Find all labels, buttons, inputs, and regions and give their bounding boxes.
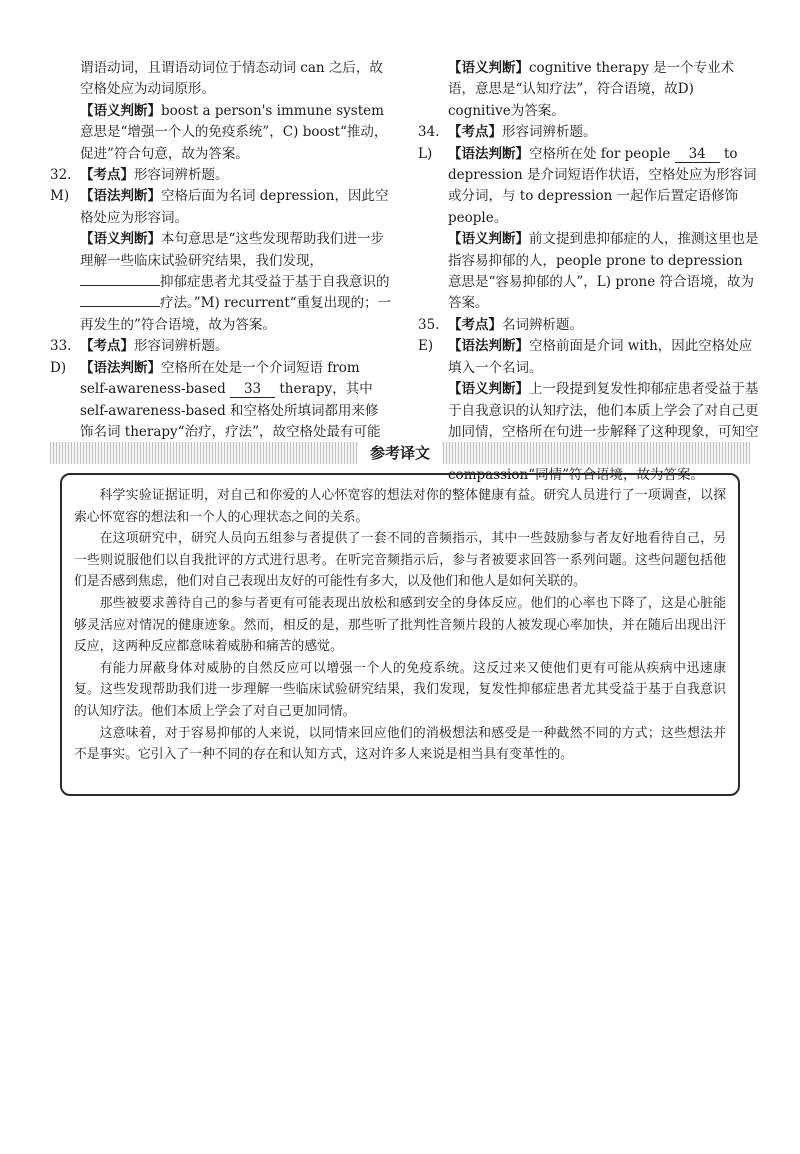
semantic-text: 上一段提到复发性抑郁症患者受益于基于自我意识的认知疗法，他们本质上学会了对自己更加同情，空格所在句进一步解释了这种现象，可知空 compassion“同情”符合语境，故为答案。 (448, 381, 759, 483)
point-marker: 【考点】 (448, 124, 502, 141)
translation-paragraph: 在这项研究中，研究人员向五组参与者提供了一套不同的音频指示，其中一些鼓励参与者友好地看待自己，另一些则说服他们以自我批评的方式进行思考。在听完音频指示后，参与者被要求回答一系列问题。这些问题包括他们是否感到焦虑，他们对自己表现出友好的可能性有多大，以及他们和他人是如何关联的。 (74, 531, 726, 590)
point-marker: 【考点】 (80, 167, 134, 184)
question-number: 33. (50, 338, 72, 355)
grammar-text: 空格所在处 for people (529, 145, 671, 162)
q31-grammar-continuation: 谓语动词，且谓语动词位于情态动词 can 之后，故空格处应为动词原形。 (80, 60, 383, 98)
point-text: 形容词辨析题。 (134, 167, 229, 184)
semantic-text: boost a person's immune system 意思是“增强一个人的免疫系统”，C) boost“推动，促进”符合句意，故为答案。 (80, 102, 388, 162)
answer-blank (80, 285, 160, 286)
left-column (50, 58, 392, 465)
grammar-marker: 【语法判断】 (80, 188, 161, 205)
semantic-text-end: 疗法。”M) recurrent“重复出现的；一再发生的”符合语境，故为答案。 (80, 295, 392, 333)
semantic-marker: 【语义判断】 (80, 102, 161, 119)
question-number: 34. (418, 124, 440, 141)
q34-grammar (418, 144, 760, 230)
q33-semantic (418, 58, 760, 122)
translation-paragraph: 这意味着，对于容易抑郁的人来说，以同情来回应他们的消极想法和感受是一种截然不同的方式；这些想法并不是事实。它引入了一种不同的存在和认知方式，这对许多人来说是相当具有变革性的。 (74, 725, 726, 763)
q31-semantic (50, 101, 392, 165)
semantic-marker: 【语义判断】 (448, 60, 529, 76)
grammar-text-cont: to depression 是介词短语作状语，空格处应为形容词或分词，与 to depression 一起作后置定语修饰 people。 (448, 145, 757, 226)
translation-paragraph: 那些被要求善待自己的参与者更有可能表现出放松和感到安全的身体反应。他们的心率也下降了，这是心脏能够灵活应对情况的健康迹象。然而，相反的是，那些听了批判性音频片段的人被发现心率加快，并在随后出现出汗反应，这两种反应都意味着威胁和痛苦的感觉。 (74, 595, 726, 655)
translation-paragraph: 科学实验证据证明，对自己和你爱的人心怀宽容的想法对你的整体健康有益。研究人员进行了一项调查，以探索心怀宽容的想法和一个人的心理状态之间的关系。 (74, 488, 726, 525)
semantic-marker: 【语义判断】 (80, 231, 161, 248)
grammar-marker: 【语法判断】 (448, 338, 529, 355)
point-text: 形容词辨析题。 (502, 124, 597, 141)
point-marker: 【考点】 (80, 338, 134, 355)
answer-blank: 34 (675, 146, 720, 163)
q35-grammar (418, 336, 760, 379)
semantic-marker: 【语义判断】 (448, 231, 529, 248)
q32-semantic (50, 229, 392, 336)
q32-grammar (50, 186, 392, 229)
semantic-text: cognitive therapy 是一个专业术语，意思是“认知疗法”，符合语境，故D) cognitive为答案。 (448, 60, 735, 119)
question-number: 35. (418, 316, 440, 333)
point-marker: 【考点】 (448, 316, 502, 333)
option-letter: D) (50, 359, 67, 376)
grammar-text: 空格前面是介词 with，因此空格处应填入一个名词。 (448, 338, 753, 376)
right-column (418, 58, 760, 486)
grammar-marker: 【语法判断】 (80, 359, 161, 376)
q34-semantic (418, 229, 760, 315)
answer-blank: 33 (230, 381, 275, 398)
translation-paragraph: 有能力屏蔽身体对威胁的自然反应可以增强一个人的免疫系统。这反过来又使他们更有可能从疾病中迅速康复。这些发现帮助我们进一步理解一些临床试验研究结果，我们发现，复发性抑郁症患者尤其受益于基于自我意识的认知疗法。他们本质上学会了对自己更加同情。 (74, 660, 726, 719)
grammar-text: 空格后面为名词 depression，因此空格处应为形容词。 (80, 188, 389, 226)
q31-continuation (50, 58, 392, 101)
option-letter: L) (418, 145, 433, 162)
q33-point (50, 336, 392, 357)
section-title: 参考译文 (358, 442, 442, 464)
point-text: 名词辨析题。 (502, 316, 583, 333)
answer-blank (80, 306, 160, 307)
point-text: 形容词辨析题。 (134, 338, 229, 355)
question-number: 32. (50, 167, 72, 184)
option-letter: E) (418, 338, 434, 355)
translation-box (60, 473, 740, 796)
q35-point (418, 315, 760, 336)
option-letter: M) (50, 188, 70, 205)
semantic-text: 本句意思是“这些发现帮助我们进一步理解一些临床试验研究结果，我们发现， (80, 231, 384, 269)
q32-point (50, 165, 392, 186)
section-divider-band (50, 442, 750, 464)
semantic-marker: 【语义判断】 (448, 381, 529, 398)
semantic-text-cont: 抑郁症患者尤其受益于基于自我意识的 (160, 274, 390, 291)
grammar-text: 空格所在处是一个介词短语 from self-awareness-based (80, 359, 360, 398)
semantic-text: 前文提到患抑郁症的人，推测这里也是指容易抑郁的人，people prone to depression 意思是“容易抑郁的人”，L) prone 符合语境，故为答案。 (448, 231, 759, 312)
grammar-marker: 【语法判断】 (448, 145, 529, 162)
q35-semantic (418, 379, 760, 486)
grammar-text-cont: therapy，其中 self-awareness-based 和空格处所填词都用来修饰名词 therapy“治疗，疗法”，故空格处最有可能 (80, 381, 381, 440)
q34-point (418, 122, 760, 143)
